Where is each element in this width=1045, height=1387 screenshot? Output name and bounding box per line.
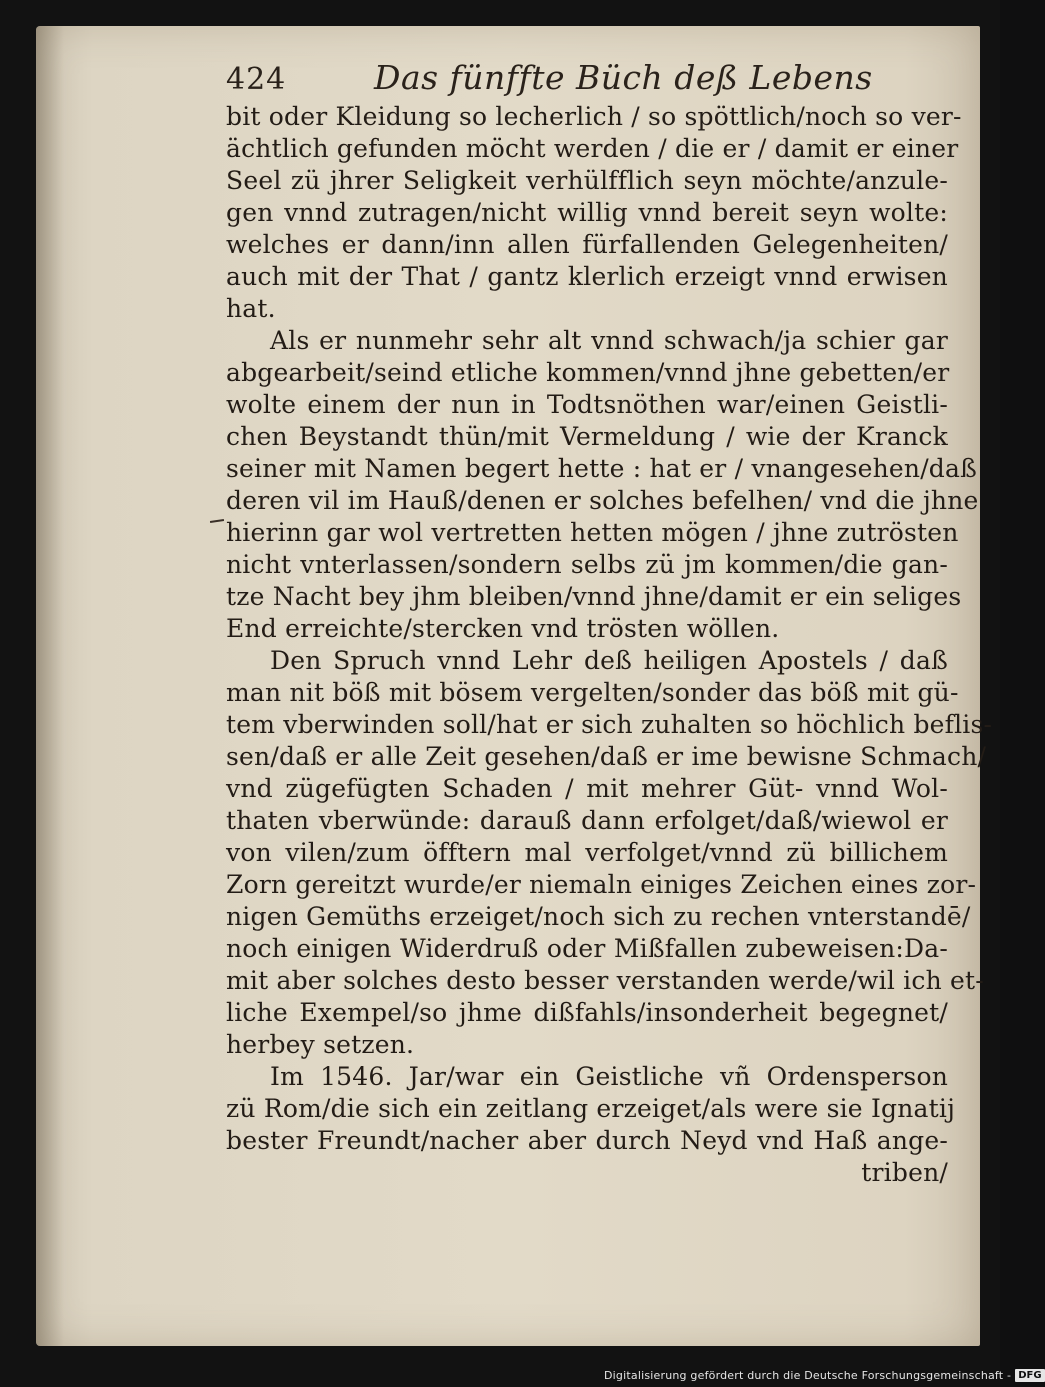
text-line: welches er dann/inn allen fürfallenden Gelegenheiten/ [226,230,948,259]
text-line: hierinn gar wol vertretten hetten mögen / jhne zutrösten [226,518,959,547]
text-line: hat. [226,294,276,323]
paragraph-start-line: Als er nunmehr sehr alt vnnd schwach/ja schier gar [270,326,948,355]
text-line: herbey setzen. [226,1030,415,1059]
text-line: nicht vnterlassen/sondern selbs zü jm kommen/die gan- [226,550,948,579]
page-number: 424 [226,62,287,97]
text-line: seiner mit Namen begert hette : hat er / vnangesehen/daß [226,454,978,483]
text-line: zü Rom/die sich ein zeitlang erzeiget/als were sie Ignatij [226,1094,956,1123]
text-line: man nit böß mit bösem vergelten/sonder das böß mit gü- [226,678,959,707]
text-line: von vilen/zum öfftern mal verfolget/vnnd zü billichem [226,838,948,867]
text-line: Seel zü jhrer Seligkeit verhülfflich seyn möchte/anzule- [226,166,948,195]
paragraph-start-line: Im 1546. Jar/war ein Geistliche vñ Ordensperson [270,1062,948,1091]
text-line: tze Nacht bey jhm bleiben/vnnd jhne/damit er ein seliges [226,582,962,611]
text-line: tem vberwinden soll/hat er sich zuhalten so höchlich beflis- [226,710,993,739]
text-line: ächtlich gefunden möcht werden / die er / damit er einer [226,134,959,163]
paragraph-start-line: Den Spruch vnnd Lehr deß heiligen Apostels / daß [270,646,948,675]
text-line: mit aber solches desto besser verstanden werde/wil ich et- [226,966,984,995]
text-line: gen vnnd zutragen/nicht willig vnnd bereit seyn wolte: [226,198,948,227]
text-line: bit oder Kleidung so lecherlich / so spöttlich/noch so ver- [226,102,962,131]
funding-credit: Digitalisierung gefördert durch die Deutsche Forschungsgemeinschaft - [604,1368,1012,1382]
text-line: bester Freundt/nacher aber durch Neyd vnd Haß ange- [226,1126,948,1155]
text-line: nigen Gemüths erzeiget/noch sich zu rechen vnterstandē/ [226,902,971,931]
text-line: chen Beystandt thün/mit Vermeldung / wie der Kranck [226,422,948,451]
dfg-logo: DFG [1015,1369,1044,1382]
text-line: End erreichte/stercken vnd trösten wöllen. [226,614,780,643]
digitization-footer [604,1366,1045,1384]
text-line: sen/daß er alle Zeit gesehen/daß er ime bewisne Schmach/ [226,742,987,771]
text-line: noch einigen Widerdruß oder Mißfallen zubeweisen:Da- [226,934,948,963]
text-line: deren vil im Hauß/denen er solches befelhen/ vnd die jhne [226,486,979,515]
running-title: Das fünffte Büch deß Lebens [374,58,873,97]
text-line: auch mit der That / gantz klerlich erzeigt vnnd erwisen [226,262,948,291]
text-line: liche Exempel/so jhme dißfahls/insonderheit begegnet/ [226,998,948,1027]
catchword: triben/ [861,1158,948,1187]
body-text [226,101,993,1189]
text-line: Zorn gereitzt wurde/er niemaln einiges Zeichen eines zor- [226,870,977,899]
text-line: thaten vberwünde: darauß dann erfolget/daß/wiewol er [226,806,948,835]
text-line: vnd zügefügten Schaden / mit mehrer Güt- vnnd Wol- [226,774,948,803]
text-line: wolte einem der nun in Todtsnöthen war/einen Geistli- [226,390,948,419]
text-line: abgearbeit/seind etliche kommen/vnnd jhne gebetten/er [226,358,950,387]
